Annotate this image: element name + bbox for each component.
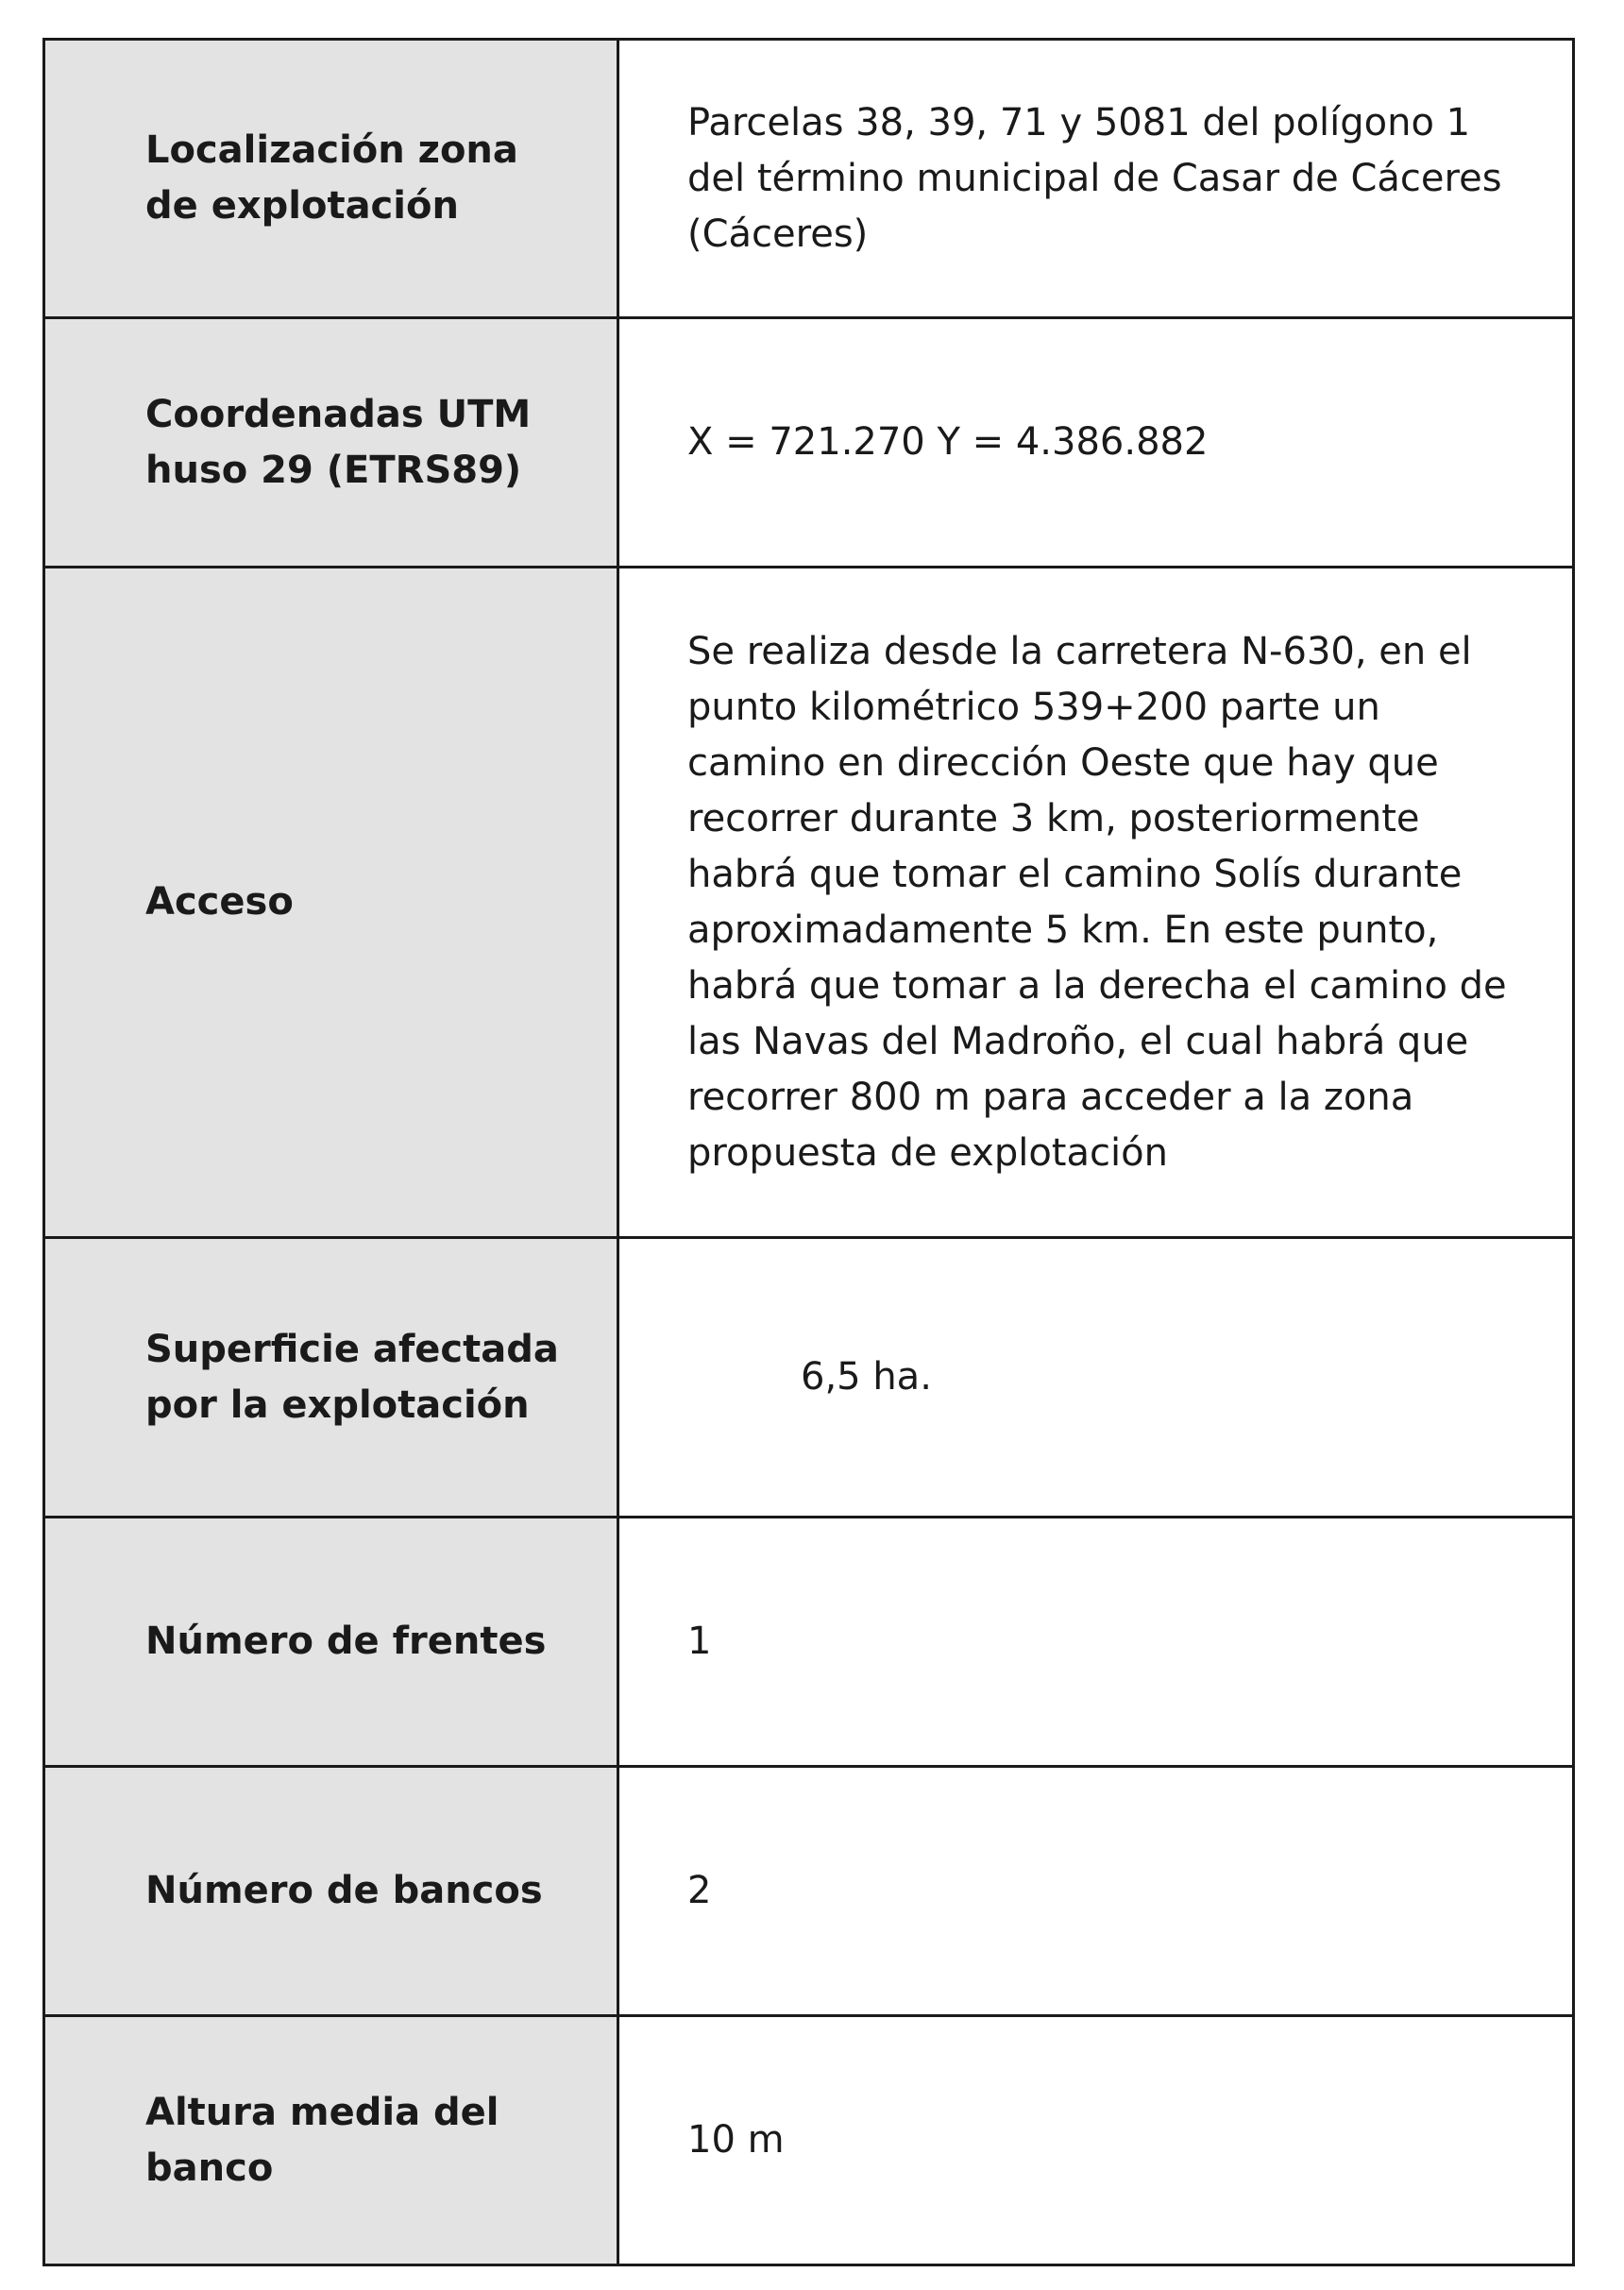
table-row xyxy=(44,318,1574,568)
row-value: Parcelas 38, 39, 71 y 5081 del polígono 1 del término municipal de Casar de Cáceres (Cáceres) xyxy=(618,40,1574,318)
row-label: Número de bancos xyxy=(44,1767,618,2016)
table-row xyxy=(44,1238,1574,1518)
table-row xyxy=(44,1767,1574,2016)
row-label: Acceso xyxy=(44,568,618,1238)
row-value: 6,5 ha. xyxy=(618,1238,1574,1518)
row-label: Altura media del banco xyxy=(44,2016,618,2265)
row-label: Número de frentes xyxy=(44,1518,618,1767)
table-row xyxy=(44,2016,1574,2265)
row-value: 10 m xyxy=(618,2016,1574,2265)
table-row xyxy=(44,1518,1574,1767)
row-value: 2 xyxy=(618,1767,1574,2016)
row-value: X = 721.270 Y = 4.386.882 xyxy=(618,318,1574,568)
row-value: 1 xyxy=(618,1518,1574,1767)
row-label: Localización zona de explotación xyxy=(44,40,618,318)
table-row xyxy=(44,568,1574,1238)
row-value: Se realiza desde la carretera N-630, en el punto kilométrico 539+200 parte un camino en dirección Oeste que hay que recorrer durante 3 km, posteriormente habrá que tomar el camino Solís durante aproximadamente 5 km. En este punto, habrá que tomar a la derecha el camino de las Navas del Madroño, el cual habrá que recorrer 800 m para acceder a la zona propuesta de explotación xyxy=(618,568,1574,1238)
row-label: Coordenadas UTM huso 29 (ETRS89) xyxy=(44,318,618,568)
table-row xyxy=(44,40,1574,318)
row-label: Superficie afectada por la explotación xyxy=(44,1238,618,1518)
data-table xyxy=(42,38,1575,2266)
